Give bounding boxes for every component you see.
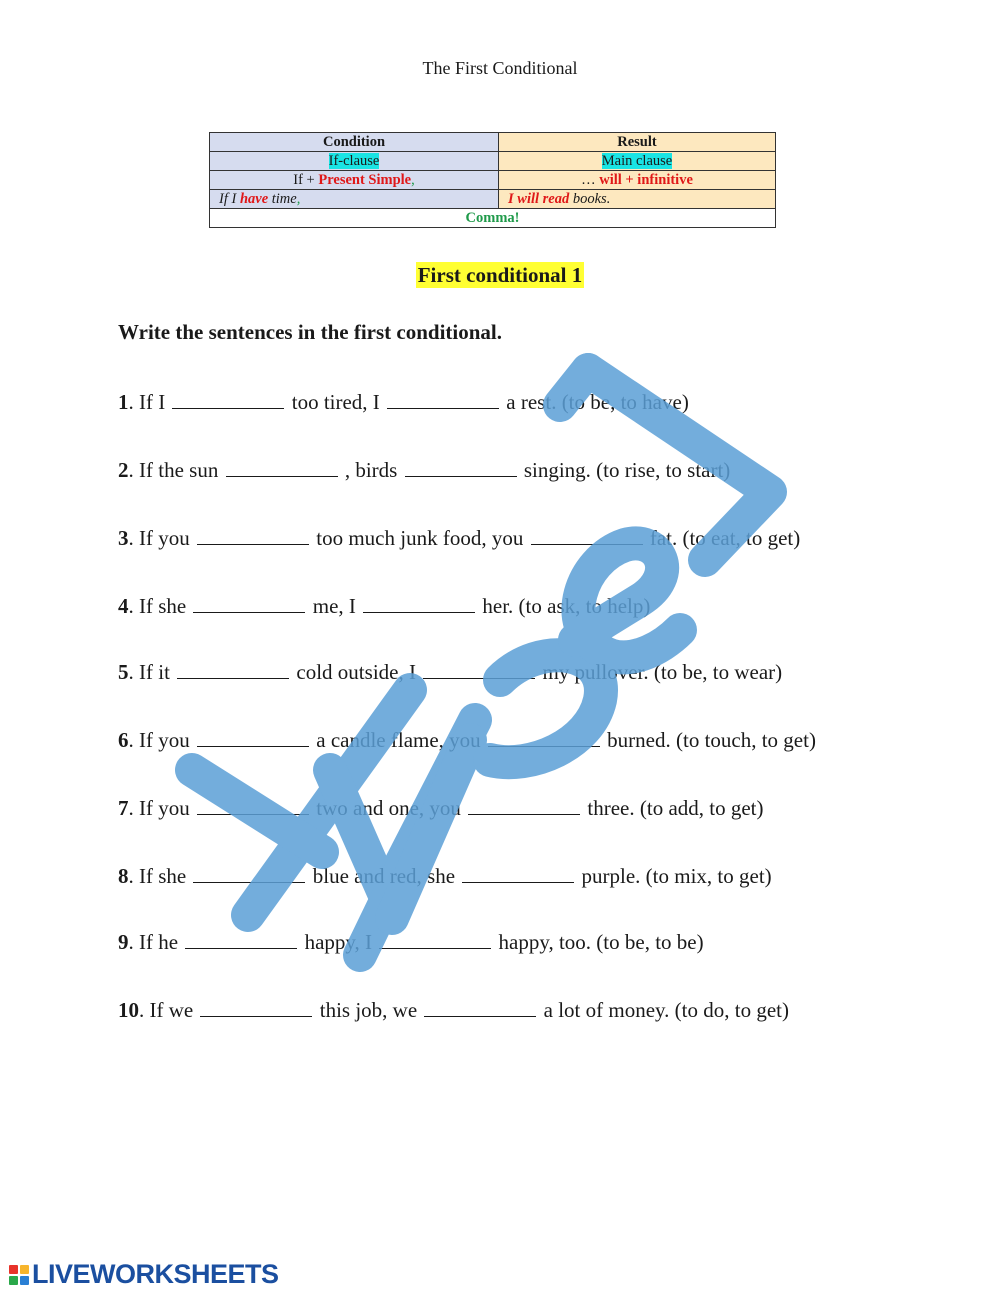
answer-blank-2[interactable] — [379, 930, 491, 949]
watermark-p-stem — [392, 740, 470, 918]
exercise-text-end: a lot of money. (to do, to get) — [543, 998, 789, 1022]
if-clause-label: If-clause — [328, 153, 380, 169]
example-have: have — [239, 191, 269, 207]
answer-blank-1[interactable] — [193, 864, 305, 883]
answer-blank-2[interactable] — [423, 660, 535, 679]
formula-plus: + — [306, 172, 315, 188]
logo-block — [9, 1276, 18, 1285]
result-header: Result — [499, 133, 776, 152]
condition-header: Condition — [210, 133, 499, 152]
exercise-text-end: my pullover. (to be, to wear) — [542, 660, 783, 684]
exercise-item — [118, 930, 704, 955]
grammar-table — [209, 132, 776, 228]
example-time: time — [271, 191, 297, 207]
exercise-item — [118, 796, 764, 821]
answer-blank-1[interactable] — [185, 930, 297, 949]
example-comma: , — [296, 191, 301, 207]
result-formula-cell — [499, 171, 776, 190]
answer-blank-1[interactable] — [193, 594, 305, 613]
exercise-text-middle: a candle flame, you — [316, 728, 481, 752]
grammar-table-clause-row — [210, 152, 776, 171]
example-books: books. — [572, 191, 611, 207]
exercise-number: 3 — [118, 526, 129, 550]
answer-blank-2[interactable] — [363, 594, 475, 613]
exercise-number: 9 — [118, 930, 129, 954]
answer-blank-2[interactable] — [488, 728, 600, 747]
answer-blank-1[interactable] — [197, 526, 309, 545]
answer-blank-2[interactable] — [424, 998, 536, 1017]
grammar-table-example-row — [210, 190, 776, 209]
exercise-item — [118, 526, 800, 551]
exercise-text-middle: , birds — [344, 458, 398, 482]
answer-blank-2[interactable] — [462, 864, 574, 883]
exercise-text-middle: blue and red, she — [312, 864, 456, 888]
exercise-item — [118, 594, 650, 619]
exercise-text-end: happy, too. (to be, to be) — [498, 930, 704, 954]
exercise-text-middle: happy, I — [304, 930, 373, 954]
formula-comma: , — [411, 172, 415, 188]
logo-block — [20, 1265, 29, 1274]
exercise-text-start: . If it — [128, 660, 170, 684]
logo-blocks-icon — [9, 1265, 29, 1285]
example-if-i: If I — [219, 191, 237, 207]
section-title-text: First conditional 1 — [417, 263, 583, 287]
exercise-text-start: . If you — [128, 728, 190, 752]
instructions: Write the sentences in the first conditional. — [118, 320, 502, 344]
exercise-text-middle: me, I — [312, 594, 356, 618]
answer-blank-1[interactable] — [177, 660, 289, 679]
comma-note: Comma! — [210, 209, 776, 228]
condition-clause-cell — [210, 152, 499, 171]
exercise-text-start: . If she — [128, 594, 187, 618]
formula-will-infinitive: will + infinitive — [599, 172, 693, 188]
grammar-table-header-row — [210, 133, 776, 152]
exercise-text-start: . If you — [128, 796, 190, 820]
formula-tense: Present Simple — [318, 172, 412, 188]
exercise-text-end: three. (to add, to get) — [587, 796, 764, 820]
exercise-text-end: a rest. (to be, to have) — [506, 390, 689, 414]
formula-dots: … — [581, 172, 596, 188]
answer-blank-1[interactable] — [172, 390, 284, 409]
answer-blank-1[interactable] — [200, 998, 312, 1017]
main-clause-label: Main clause — [601, 153, 673, 169]
answer-blank-1[interactable] — [226, 458, 338, 477]
grammar-table-formula-row — [210, 171, 776, 190]
exercise-number: 6 — [118, 728, 129, 752]
document-title: The First Conditional — [422, 58, 578, 78]
exercise-text-middle: cold outside, I — [296, 660, 416, 684]
condition-formula-cell — [210, 171, 499, 190]
answer-blank-2[interactable] — [531, 526, 643, 545]
exercise-text-middle: too much junk food, you — [316, 526, 524, 550]
exercise-text-start: . If you — [128, 526, 190, 550]
exercise-number: 4 — [118, 594, 129, 618]
liveworksheets-logo[interactable] — [9, 1259, 279, 1290]
exercise-text-end: fat. (to eat, to get) — [649, 526, 801, 550]
exercise-text-start: . If she — [128, 864, 187, 888]
answer-blank-1[interactable] — [197, 728, 309, 747]
exercise-item — [118, 998, 789, 1023]
exercise-number: 1 — [118, 390, 129, 414]
exercise-text-start: . If we — [139, 998, 194, 1022]
logo-block — [20, 1276, 29, 1285]
result-clause-cell — [499, 152, 776, 171]
exercise-number: 10 — [118, 998, 139, 1022]
exercise-item — [118, 660, 782, 685]
answer-blank-2[interactable] — [405, 458, 517, 477]
exercise-text-end: singing. (to rise, to start) — [523, 458, 731, 482]
exercise-text-start: . If he — [128, 930, 179, 954]
exercise-item — [118, 390, 689, 415]
example-will-read: I will read — [508, 191, 570, 207]
exercise-number: 7 — [118, 796, 129, 820]
brand-name: LIVEWORKSHEETS — [32, 1259, 279, 1289]
exercise-text-middle: too tired, I — [291, 390, 380, 414]
exercise-number: 5 — [118, 660, 129, 684]
exercise-text-end: burned. (to touch, to get) — [607, 728, 816, 752]
answer-blank-1[interactable] — [197, 796, 309, 815]
grammar-table-note-row — [210, 209, 776, 228]
exercise-text-end: her. (to ask, to help) — [482, 594, 651, 618]
exercise-text-start: . If the sun — [128, 458, 219, 482]
condition-example-cell — [210, 190, 499, 209]
answer-blank-2[interactable] — [387, 390, 499, 409]
exercise-item — [118, 458, 730, 483]
exercise-number: 2 — [118, 458, 129, 482]
exercise-number: 8 — [118, 864, 129, 888]
exercise-text-end: purple. (to mix, to get) — [581, 864, 772, 888]
logo-block — [9, 1265, 18, 1274]
exercise-text-start: . If I — [128, 390, 166, 414]
answer-blank-2[interactable] — [468, 796, 580, 815]
exercise-item — [118, 728, 816, 753]
section-title — [0, 263, 1000, 288]
exercise-text-middle: two and one, you — [316, 796, 461, 820]
formula-if: If — [293, 172, 303, 188]
exercise-item — [118, 864, 772, 889]
result-example-cell — [499, 190, 776, 209]
exercise-text-middle: this job, we — [319, 998, 418, 1022]
